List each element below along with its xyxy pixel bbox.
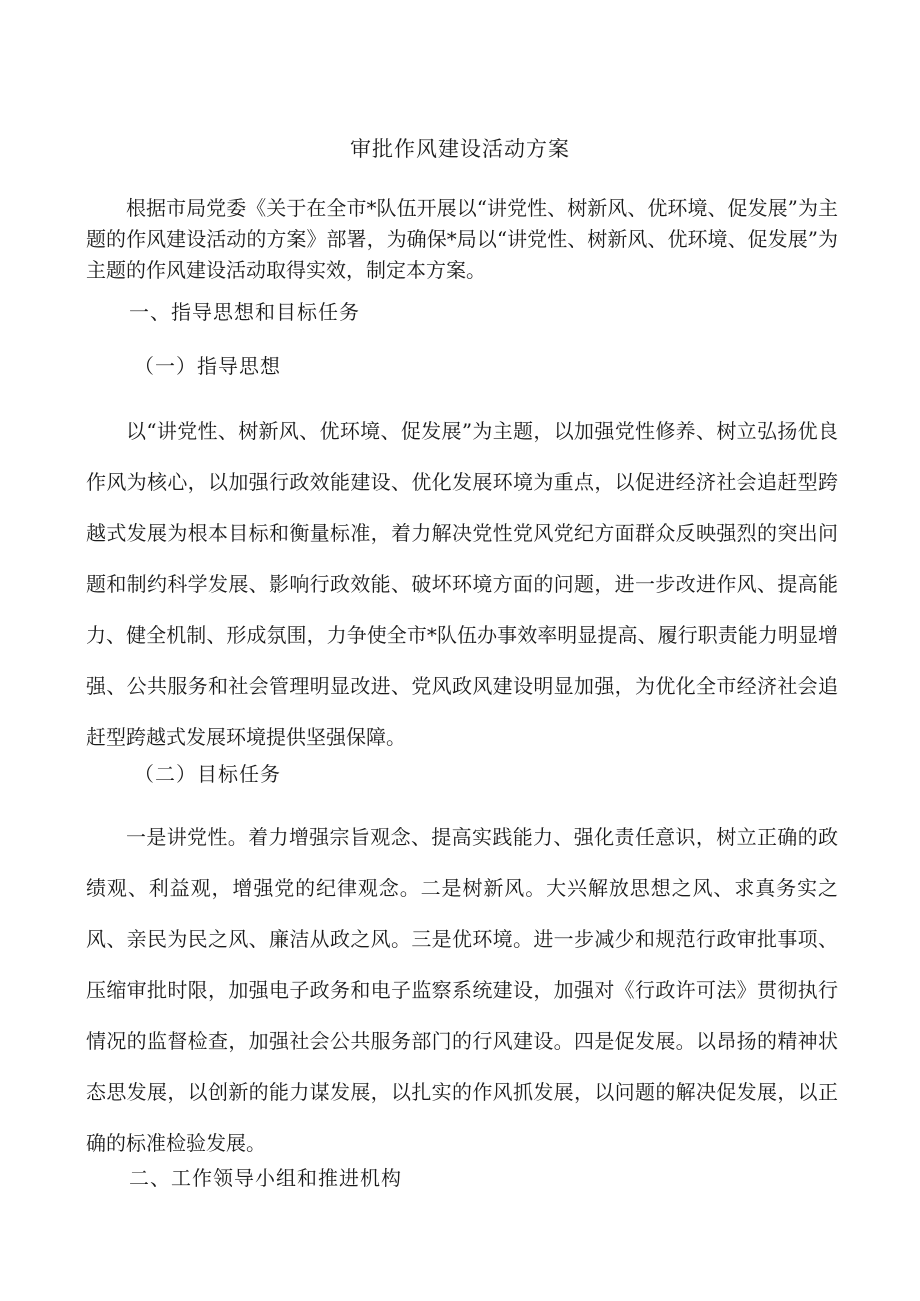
intro-paragraph: 根据市局党委《关于在全市*队伍开展以“讲党性、树新风、优环境、促发展”为主题的作风建设活动的方案》部署，为确保*局以“讲党性、树新风、优环境、促发展”为主题的作风建设活动取得实效，制定本方案。 <box>86 196 838 282</box>
goals-paragraph: 一是讲党性。着力增强宗旨观念、提高实践能力、强化责任意识，树立正确的政绩观、利益观，增强党的纪律观念。二是树新风。大兴解放思想之风、求真务实之风、亲民为民之风、廉洁从政之风。三是优环境。进一步减少和规范行政审批事项、压缩审批时限，加强电子政务和电子监察系统建设，加强对《行政许可法》贯彻执行情况的监督检查，加强社会公共服务部门的行风建设。四是促发展。以昂扬的精神状态思发展，以创新的能力谋发展，以扎实的作风抓发展，以问题的解决促发展，以正确的标准检验发展。 <box>86 825 838 1155</box>
section-heading-leadership-group: 二、工作领导小组和推进机构 <box>129 1166 402 1190</box>
section-heading-guiding-ideology-and-goals: 一、指导思想和目标任务 <box>129 300 360 324</box>
guiding-ideology-paragraph: 以“讲党性、树新风、优环境、促发展”为主题，以加强党性修养、树立弘扬优良作风为核心，以加强行政效能建设、优化发展环境为重点，以促进经济社会追赶型跨越式发展为根本目标和衡量标准，着力解决党性党风党纪方面群众反映强烈的突出问题和制约科学发展、影响行政效能、破坏环境方面的问题，进一步改进作风、提高能力、健全机制、形成氛围，力争使全市*队伍办事效率明显提高、履行职责能力明显增强、公共服务和社会管理明显改进、党风政风建设明显加强，为优化全市经济社会追赶型跨越式发展环境提供坚强保障。 <box>86 419 838 749</box>
document-title: 审批作风建设活动方案 <box>350 137 570 161</box>
subsection-heading-goals: （二）目标任务 <box>134 762 281 786</box>
subsection-heading-guiding-ideology: （一）指导思想 <box>134 354 281 378</box>
